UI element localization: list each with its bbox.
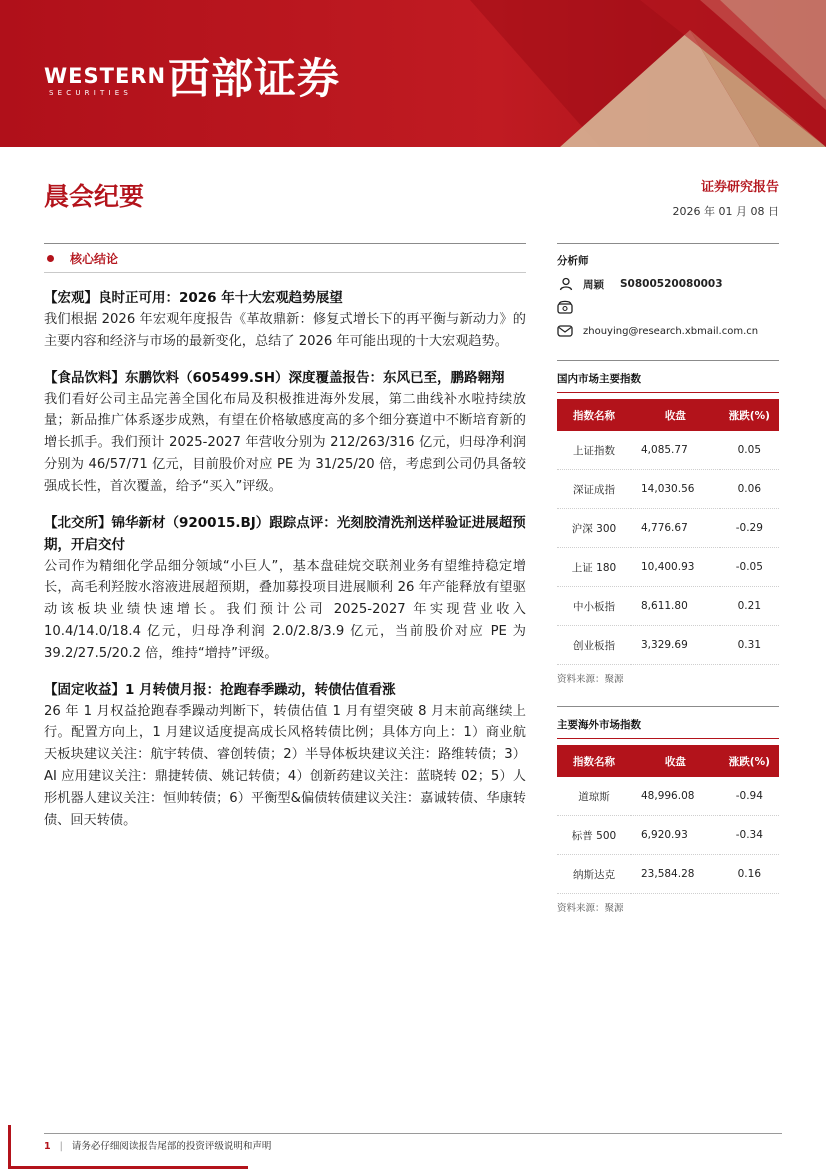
table-row (557, 431, 779, 470)
person-icon (557, 276, 575, 292)
index-change: 0.05 (720, 431, 779, 470)
page-title: 晨会纪要 (44, 182, 145, 211)
index-change: 0.21 (720, 587, 779, 626)
index-name: 中小板指 (557, 587, 631, 626)
index-name: 纳斯达克 (557, 855, 631, 894)
domestic-source: 资料来源：聚源 (557, 674, 624, 685)
analyst-cert: S0800520080003 (620, 278, 723, 290)
table-header-row (557, 745, 779, 777)
overseas-table-title: 主要海外市场指数 (557, 717, 779, 739)
col-header: 涨跌(%) (720, 399, 779, 431)
table-header-row (557, 399, 779, 431)
index-close: 4,776.67 (631, 509, 720, 548)
index-close: 6,920.93 (631, 816, 720, 855)
table-row (557, 509, 779, 548)
item-body: 公司作为精细化学品细分领域“小巨人”，基本盘硅烷交联剂业务有望维持稳定增长，高毛利羟胺水溶液进展超预期，叠加募投项目进展顺利 26 年产能释放有望驱动该板块业绩快速增长。我们预计公司 2025-2027 年实现营业收入 10.4/14.0/18.4 亿元，归母净利润 2.0/2.8/3.9 亿元，当前股价对应 PE 为 39.2/27.5/20.2 倍，维持“增持”评级。 (44, 558, 526, 661)
overseas-block (557, 706, 779, 915)
logo-cn: 西部证券 (168, 54, 341, 103)
index-close: 3,329.69 (631, 626, 720, 665)
index-change: 0.31 (720, 626, 779, 665)
index-change: -0.29 (720, 509, 779, 548)
table-row (557, 548, 779, 587)
table-row (557, 626, 779, 665)
email-icon (557, 323, 575, 339)
domestic-index-table (557, 399, 779, 665)
col-header: 指数名称 (557, 745, 631, 777)
table-row (557, 470, 779, 509)
overseas-source: 资料来源：聚源 (557, 903, 624, 914)
index-close: 8,611.80 (631, 587, 720, 626)
section-title: 核心结论 (70, 251, 119, 266)
table-row (557, 855, 779, 894)
index-close: 48,996.08 (631, 777, 720, 816)
header-banner (0, 0, 826, 147)
item-body: 26 年 1 月权益抢跑春季躁动判断下，转债估值 1 月有望突破 8 月末前高继续上行。配置方向上，1 月建议适度提高成长风格转债比例；具体方向上：1）商业航天板块建议关注：航宇转债、睿创转债；2）半导体板块建议关注：路维转债；3）AI 应用建议关注：鼎捷转债、姚记转债；4）创新药建议关注：蓝晓转 02；5）人形机器人建议关注：恒帅转债；6）平衡型&偏债转债建议关注：嘉诚转债、华康转债、回天转债。 (44, 703, 526, 828)
item-title: 【固定收益】1 月转债月报：抢跑春季躁动，转债估值看涨 (44, 681, 396, 698)
section-header (44, 244, 526, 273)
index-change: 0.16 (720, 855, 779, 894)
analyst-email[interactable]: zhouying@research.xbmail.com.cn (583, 325, 759, 337)
summary-item-fixed-income (44, 679, 526, 832)
index-change: -0.34 (720, 816, 779, 855)
col-header: 收盘 (631, 745, 720, 777)
domestic-table-title: 国内市场主要指数 (557, 371, 779, 393)
email-row (557, 320, 779, 342)
index-name: 上证指数 (557, 431, 631, 470)
index-name: 道琼斯 (557, 777, 631, 816)
item-body: 我们根据 2026 年宏观年度报告《革故鼎新：修复式增长下的再平衡与新动力》的主要内容和经济与市场的最新变化，总结了 2026 年可能出现的十大宏观趋势。 (44, 312, 526, 349)
domestic-block (557, 360, 779, 686)
index-close: 4,085.77 (631, 431, 720, 470)
summary-item-food-beverage (44, 367, 526, 498)
report-date: 2026 年 01 月 08 日 (672, 205, 779, 218)
bullet-dot-icon (47, 255, 54, 262)
phone-row (557, 296, 779, 318)
report-type: 证券研究报告 (700, 180, 779, 195)
index-name: 沪深 300 (557, 509, 631, 548)
analyst-name: 周颖 (583, 278, 604, 291)
footer (44, 1138, 271, 1152)
logo-securities: SECURITIES (49, 89, 133, 97)
analyst-row (557, 274, 779, 294)
item-title: 【食品饮料】东鹏饮料（605499.SH）深度覆盖报告：东风已至，鹏路翱翔 (44, 369, 505, 386)
index-name: 创业板指 (557, 626, 631, 665)
logo-western: WESTERN (44, 64, 167, 88)
analyst-heading: 分析师 (557, 243, 779, 268)
table-row (557, 587, 779, 626)
main-content (44, 243, 526, 831)
item-body: 我们看好公司主品完善全国化布局及积极推进海外发展，第二曲线补水啦持续放量；新品推广体系逐步成熟，有望在价格敏感度高的多个细分赛道中不断培育新的增长抓手。我们预计 2025-2027 年营收分别为 212/263/316 亿元，归母净利润分别为 46/57/71 亿元，目前股价对应 PE 为 31/25/20 倍，考虑到公司仍具备较强成长性，首次覆盖，给予“买入”评级。 (44, 391, 526, 494)
table-row (557, 816, 779, 855)
index-name: 深证成指 (557, 470, 631, 509)
index-name: 标普 500 (557, 816, 631, 855)
table-row (557, 777, 779, 816)
phone-icon (557, 299, 575, 315)
index-close: 14,030.56 (631, 470, 720, 509)
overseas-index-table (557, 745, 779, 894)
index-change: -0.05 (720, 548, 779, 587)
footer-disclaimer: 请务必仔细阅读报告尾部的投资评级说明和声明 (71, 1141, 272, 1152)
index-close: 23,584.28 (631, 855, 720, 894)
index-close: 10,400.93 (631, 548, 720, 587)
item-title: 【宏观】良时正可用：2026 年十大宏观趋势展望 (44, 290, 343, 306)
summary-item-bse (44, 512, 526, 665)
summary-item-macro (44, 287, 526, 353)
col-header: 涨跌(%) (720, 745, 779, 777)
index-change: 0.06 (720, 470, 779, 509)
footer-divider (44, 1133, 782, 1134)
index-name: 上证 180 (557, 548, 631, 587)
sidebar (557, 243, 779, 915)
col-header: 收盘 (631, 399, 720, 431)
footer-separator: | (59, 1141, 63, 1152)
index-change: -0.94 (720, 777, 779, 816)
item-title: 【北交所】锦华新材（920015.BJ）跟踪点评：光刻胶清洗剂送样验证进展超预期，开启交付 (44, 514, 526, 553)
page-number: 1 (44, 1141, 51, 1152)
corner-mark (8, 1125, 11, 1169)
col-header: 指数名称 (557, 399, 631, 431)
